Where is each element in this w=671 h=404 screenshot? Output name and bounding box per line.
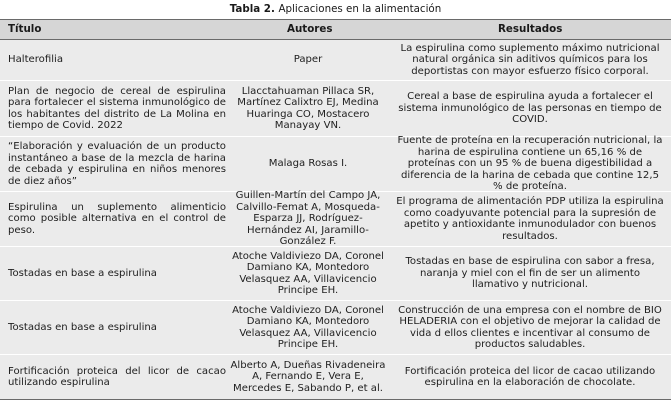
cell-resultados: Fortificación proteica del licor de cacao utilizando espirulina en la elaboración de chocolate. (404, 365, 656, 388)
cell-autores: Paper (293, 54, 323, 66)
cell-autores: Alberto A, Dueñas Rivadeneira A, Fernando E, Vera E, Mercedes E, Sabando P, et al. (230, 359, 386, 394)
table-row (0, 355, 671, 400)
cell-autores: Guillen-Martín del Campo JA, Calvillo-Femat A, Mosqueda-Esparza JJ, Rodríguez-Hernández AI, Jaramillo-González F. (235, 190, 381, 248)
cell-autores: Atoche Valdiviezo DA, Coronel Damiano KA, Montedoro Velasquez AA, Villavicencio Principe EH. (232, 304, 384, 350)
cell-autores: Llacctahuaman Pillaca SR, Martínez Calixtro EJ, Medina Huaringa CO, Mostacero Manayay VN. (237, 85, 379, 131)
cell-resultados: Tostadas en base de espirulina con sabor a fresa, naranja y miel con el fin de ser un alimento llamativo y nutricional. (405, 256, 655, 291)
table-row (0, 247, 671, 301)
cell-resultados: La espirulina como suplemento máximo nutricional natural orgánica sin aditivos químicos para los deportistas con mayor esfuerzo físico corporal. (400, 42, 660, 77)
table-row (0, 301, 671, 355)
cell-titulo: Tostadas en base a espirulina (8, 267, 157, 279)
cell-titulo: Halterofilia (8, 54, 64, 66)
cell-titulo: Plan de negocio de cereal de espirulina para fortalecer el sistema inmunológico de los habitantes del distrito de La Molina en tiempo de Covid. 2022 (8, 85, 226, 131)
cell-resultados: Construcción de una empresa con el nombre de BIO HELADERIA con el objetivo de mejorar la calidad de vida d ellos clientes e incentivar al consumo de productos saludables. (398, 304, 662, 350)
header-titulo: Título (8, 23, 42, 35)
table-caption-title: Aplicaciones en la alimentación (278, 3, 442, 15)
cell-titulo: Fortificación proteica del licor de cacao utilizando espirulina (8, 365, 226, 388)
table-caption-label: Tabla 2. (229, 3, 275, 15)
table-header (0, 20, 671, 40)
table-row (0, 81, 671, 137)
table-caption (0, 0, 671, 20)
table-row (0, 137, 671, 192)
cell-resultados: Fuente de proteína en la recuperación nutricional, la harina de espirulina contiene un 65,16 % de proteínas con un 95 % de buena digestibilidad a diferencia de la harina de cebada que contine 12,5 % de proteína. (397, 135, 663, 193)
cell-resultados: El programa de alimentación PDP utiliza la espirulina como coadyuvante potencial para la supresión de apetito y antioxidante inmunodulador con buenos resultados. (396, 196, 664, 242)
cell-autores: Atoche Valdiviezo DA, Coronel Damiano KA, Montedoro Velasquez AA, Villavicencio Principe EH. (232, 250, 384, 296)
cell-resultados: Cereal a base de espirulina ayuda a fortalecer el sistema inmunológico de las personas en tiempo de COVID. (398, 91, 662, 126)
table-row (0, 40, 671, 81)
table-row (0, 192, 671, 247)
cell-titulo: Espirulina un suplemento alimenticio como posible alternativa en el control de peso. (8, 201, 226, 236)
cell-titulo: Tostadas en base a espirulina (8, 321, 157, 333)
header-resultados: Resultados (498, 23, 563, 35)
cell-titulo: “Elaboración y evaluación de un producto instantáneo a base de la mezcla de harina de cebada y espirulina en niños menores de diez años” (8, 141, 226, 187)
header-autores: Autores (287, 23, 333, 35)
cell-autores: Malaga Rosas I. (268, 158, 348, 170)
